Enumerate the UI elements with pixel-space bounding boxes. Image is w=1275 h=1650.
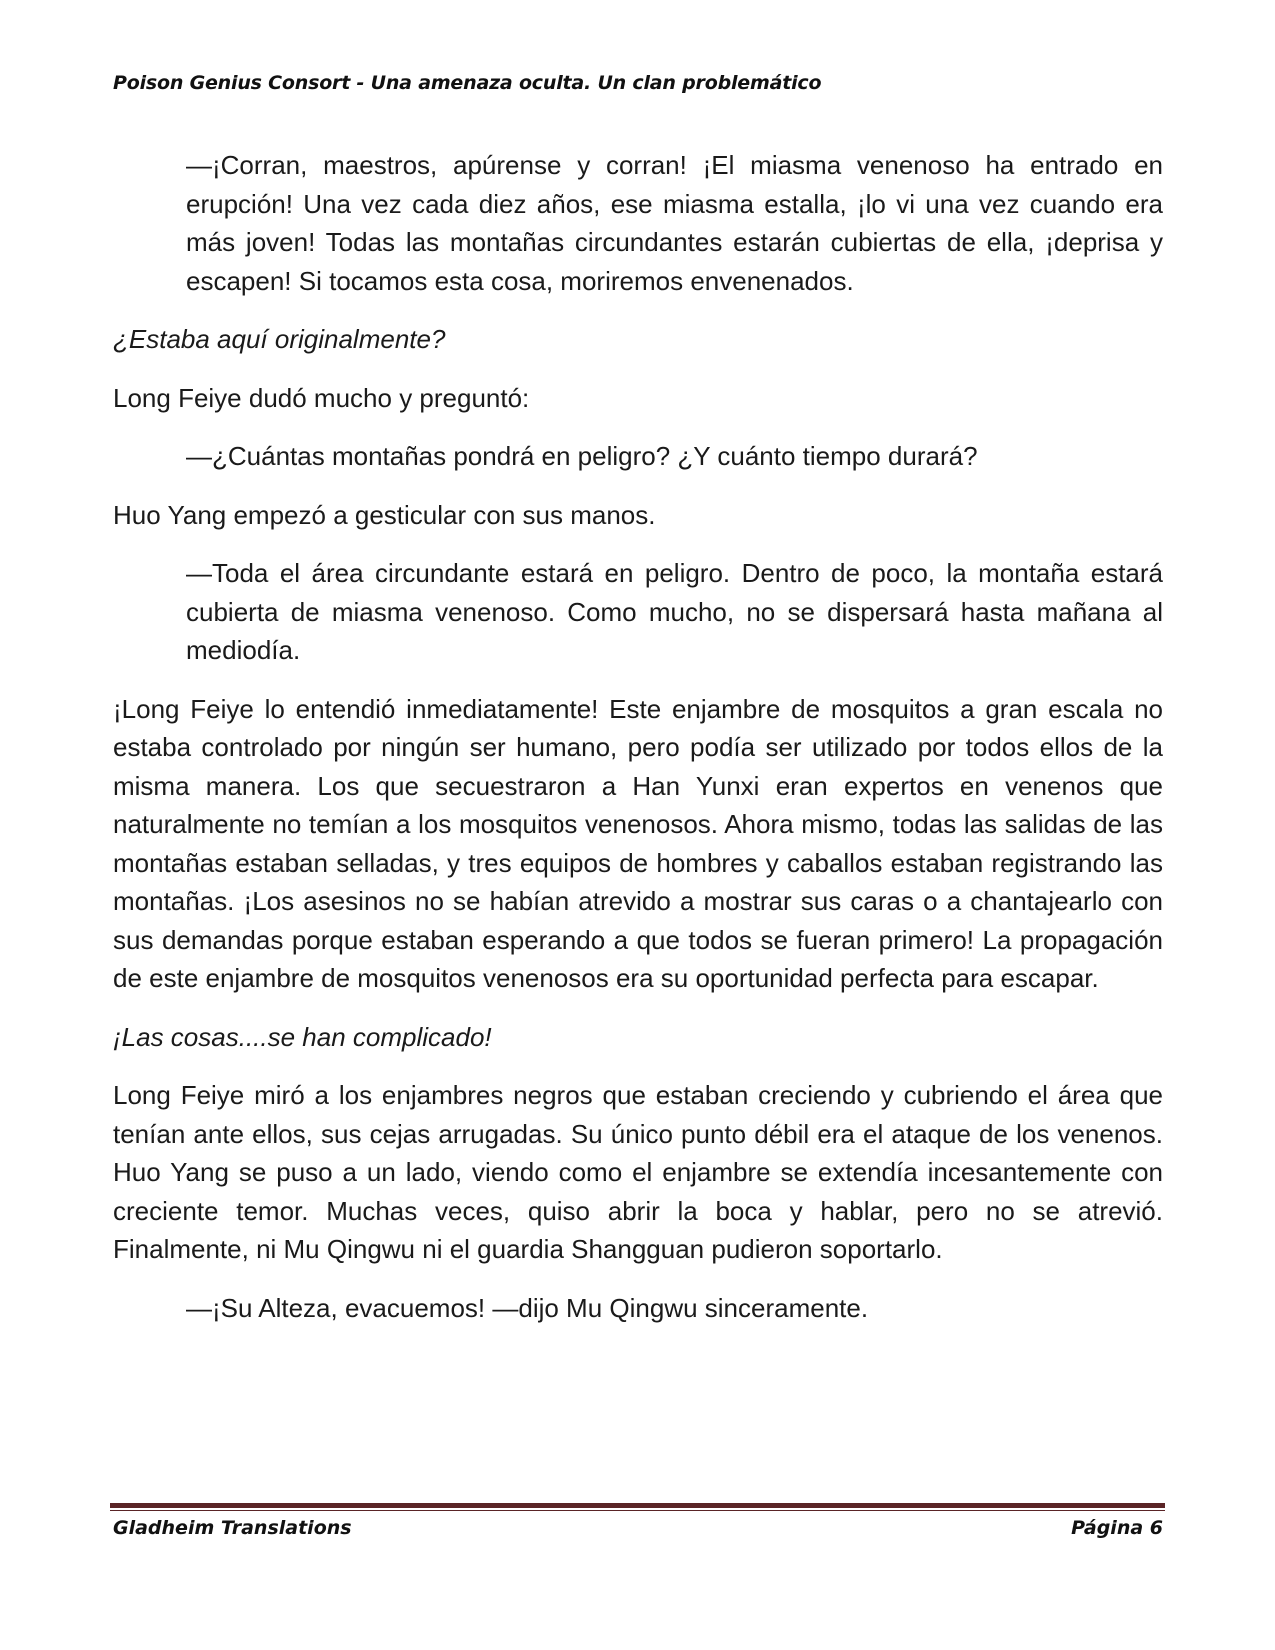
paragraph-dialogue: —¡Su Alteza, evacuemos! —dijo Mu Qingwu sinceramente.: [186, 1292, 869, 1323]
body-text: [113, 146, 1163, 1347]
paragraph-narration: Long Feiye miró a los enjambres negros que estaban creciendo y cubriendo el área que tenían ante ellos, sus cejas arrugadas. Su único punto débil era el ataque de los venenos. Huo Yang se puso a un lado, viendo como el enjambre se extendía incesantemente con creciente temor. Muchas veces, quiso abrir la boca y hablar, pero no se atrevió. Finalmente, ni Mu Qingwu ni el guardia Shangguan pudieron soportarlo.: [113, 1080, 1163, 1264]
footer-rule: [110, 1503, 1165, 1511]
paragraph-thought: ¡Las cosas....se han complicado!: [113, 1021, 492, 1052]
paragraph-thought: ¿Estaba aquí originalmente?: [113, 324, 446, 354]
paragraph-narration: Huo Yang empezó a gesticular con sus manos.: [113, 499, 656, 530]
footer-rule-thick: [110, 1503, 1165, 1508]
running-header: Poison Genius Consort - Una amenaza oculta. Un clan problemático: [113, 72, 822, 94]
paragraph-narration: ¡Long Feiye lo entendió inmediatamente! Este enjambre de mosquitos a gran escala no estaba controlado por ningún ser humano, pero podía ser utilizado por todos ellos de la misma manera. Los que secuestraron a Han Yunxi eran expertos en venenos que naturalmente no temían a los mosquitos venenosos. Ahora mismo, todas las salidas de las montañas estaban selladas, y tres equipos de hombres y caballos estaban registrando las montañas. ¡Los asesinos no se habían atrevido a mostrar sus caras o a chantajearlo con sus demandas porque estaban esperando a que todos se fueran primero! La propagación de este enjambre de mosquitos venenosos era su oportunidad perfecta para escapar.: [113, 693, 1163, 993]
paragraph-dialogue: —¿Cuántas montañas pondrá en peligro? ¿Y cuánto tiempo durará?: [186, 441, 978, 471]
footer-page-number: Página 6: [1071, 1517, 1163, 1539]
paragraph-dialogue: —¡Corran, maestros, apúrense y corran! ¡El miasma venenoso ha entrado en erupción! Una vez cada diez años, ese miasma estalla, ¡lo vi una vez cuando era más joven! Todas las montañas circundantes estarán cubiertas de ella, ¡deprisa y escapen! Si tocamos esta cosa, moriremos envenenados.: [186, 150, 1163, 296]
paragraph-dialogue: —Toda el área circundante estará en peligro. Dentro de poco, la montaña estará cubierta de miasma venenoso. Como mucho, no se dispersará hasta mañana al mediodía.: [186, 558, 1163, 665]
footer-rule-thin: [110, 1510, 1165, 1511]
paragraph-narration: Long Feiye dudó mucho y preguntó:: [113, 382, 530, 413]
footer-publisher: Gladheim Translations: [113, 1517, 352, 1539]
